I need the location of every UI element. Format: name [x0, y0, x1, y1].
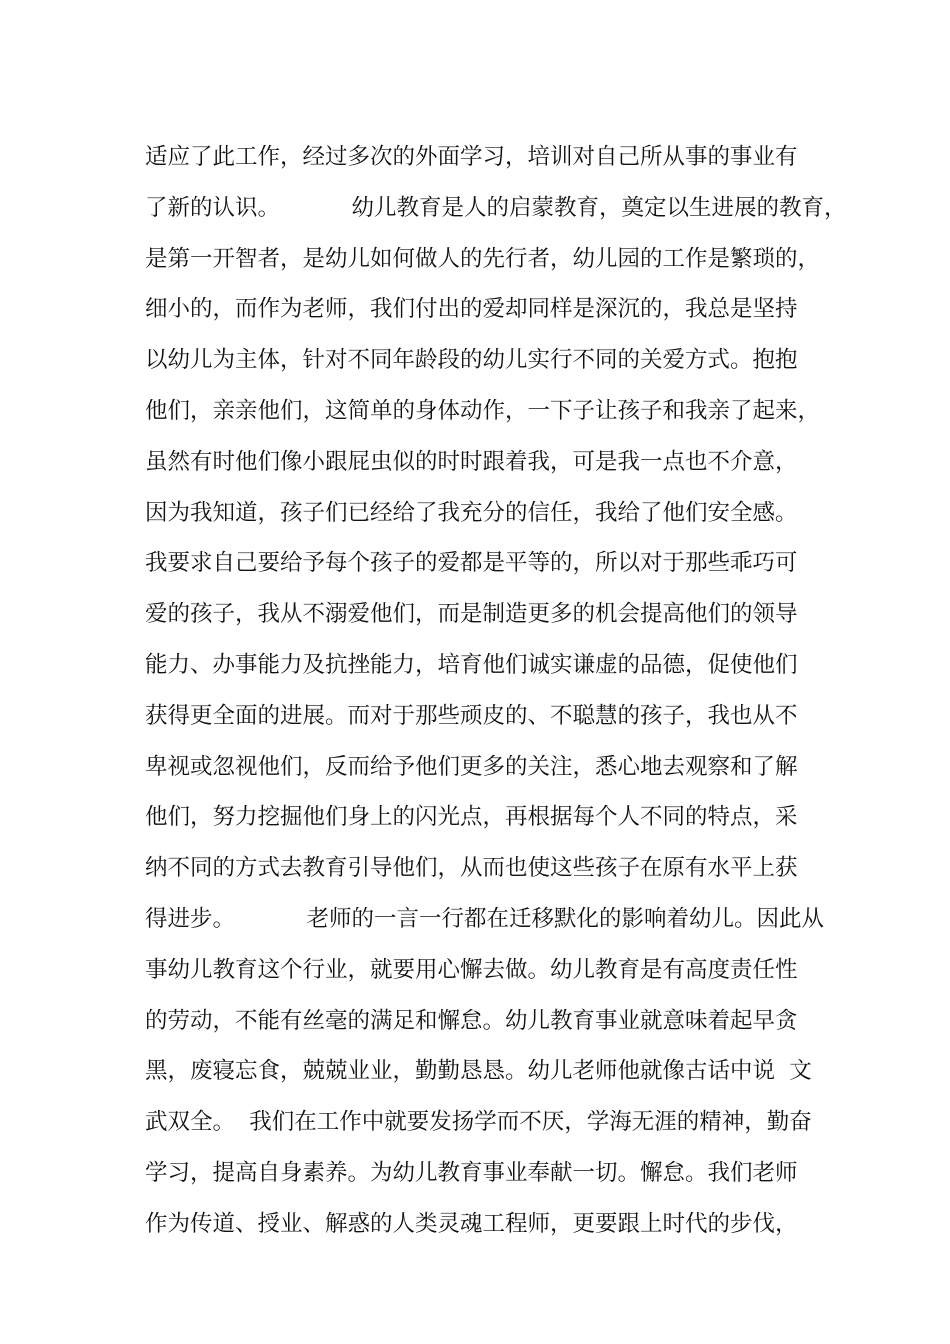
text-line: 爱的孩子，我从不溺爱他们，而是制造更多的机会提高他们的领导: [145, 601, 798, 628]
text-line: 得进步。 老师的一言一行都在迁移默化的影响着幼儿。因此从: [145, 905, 825, 932]
text-line: 能力、办事能力及抗挫能力，培育他们诚实谦虚的品德，促使他们: [145, 651, 798, 678]
text-line: 细小的，而作为老师，我们付出的爱却同样是深沉的，我总是坚持: [145, 296, 798, 323]
text-line: 虽然有时他们像小跟屁虫似的时时跟着我，可是我一点也不介意，: [145, 448, 798, 475]
text-line: 获得更全面的进展。而对于那些顽皮的、不聪慧的孩子，我也从不: [145, 702, 798, 729]
text-line: 他们，亲亲他们，这简单的身体动作，一下子让孩子和我亲了起来，: [145, 397, 821, 424]
text-line: 学习，提高自身素养。为幼儿教育事业奉献一切。懈怠。我们老师: [145, 1159, 798, 1186]
body-text: [145, 132, 845, 1250]
text-line: 适应了此工作，经过多次的外面学习，培训对自己所从事的事业有: [145, 144, 798, 170]
text-line: 我要求自己要给予每个孩子的爱都是平等的，所以对于那些乖巧可: [145, 550, 798, 577]
text-line: 因为我知道，孩子们已经给了我充分的信任，我给了他们安全感。: [145, 499, 798, 526]
text-line: 的劳动，不能有丝毫的满足和懈怠。幼儿教育事业就意味着起早贪: [145, 1007, 798, 1034]
text-line: 了新的认识。 幼儿教育是人的启蒙教育，奠定以生进展的教育，: [145, 194, 847, 221]
text-line: 武双全。 我们在工作中就要发扬学而不厌，学海无涯的精神，勤奋: [145, 1109, 812, 1136]
text-line: 事幼儿教育这个行业，就要用心懈去做。幼儿教育是有高度责任性: [145, 956, 798, 983]
text-line: 卑视或忽视他们，反而给予他们更多的关注，悉心地去观察和了解: [145, 753, 798, 780]
text-line: 作为传道、授业、解惑的人类灵魂工程师，更要跟上时代的步伐，: [145, 1210, 798, 1237]
text-line: 纳不同的方式去教育引导他们，从而也使这些孩子在原有水平上获: [145, 855, 798, 882]
text-line: 是第一开智者，是幼儿如何做人的先行者，幼儿园的工作是繁琐的，: [145, 245, 821, 272]
text-line: 黑，废寝忘食，兢兢业业，勤勤恳恳。幼儿老师他就像古话中说 文: [145, 1058, 812, 1085]
text-line: 他们，努力挖掘他们身上的闪光点，再根据每个人不同的特点，采: [145, 804, 798, 831]
text-line: 以幼儿为主体，针对不同年龄段的幼儿实行不同的关爱方式。抱抱: [145, 347, 798, 374]
